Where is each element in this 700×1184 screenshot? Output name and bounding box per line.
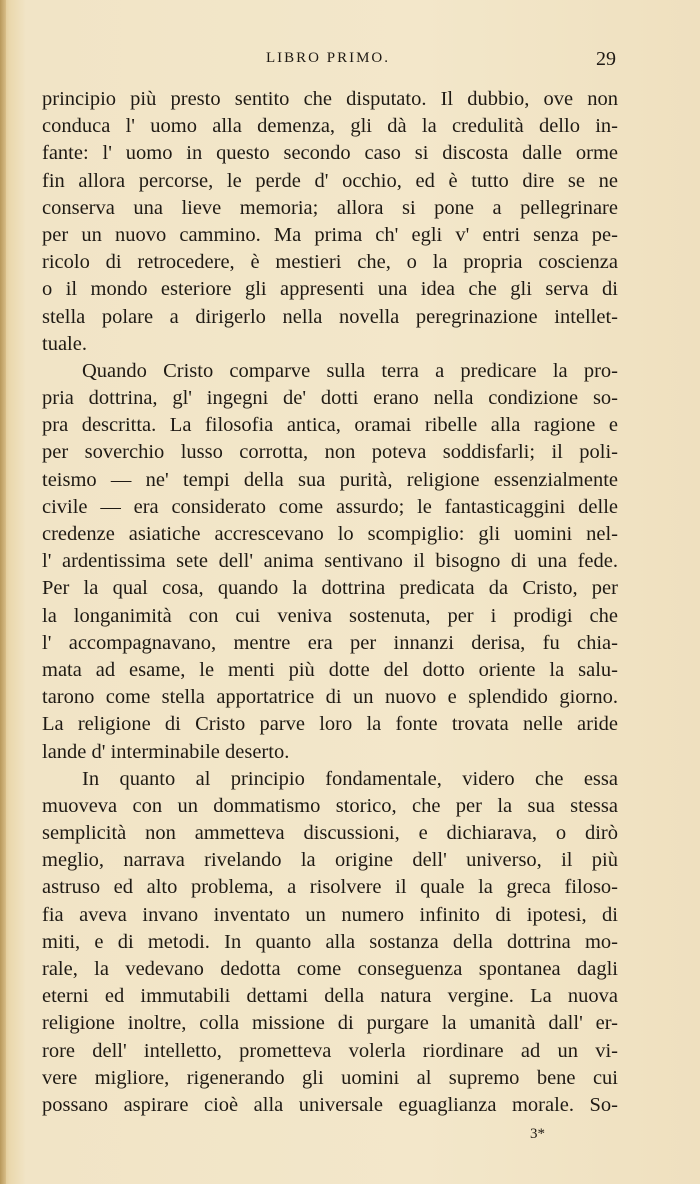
text-line: credenze asiatiche accrescevano lo scompiglio: gli uomini nel- (42, 523, 618, 545)
text-line: per un nuovo cammino. Ma prima ch' egli v' entri senza pe- (42, 223, 618, 246)
text-line: per soverchio lusso corrotta, non poteva soddisfarli; il poli- (42, 441, 618, 464)
text-line: vere migliore, rigenerando gli uomini al supremo bene cui (42, 1066, 618, 1089)
running-head: LIBRO PRIMO. (265, 50, 390, 66)
text-line: fia aveva invano inventato un numero infinito di ipotesi, di (42, 903, 618, 926)
page-number: 29 (596, 48, 616, 70)
text-line: stella polare a dirigerlo nella novella peregrinazione intellet- (42, 305, 618, 328)
text-line: conserva una lieve memoria; allora si pone a pellegrinare (42, 196, 618, 219)
text-line: l' accompagnavano, mentre era per innanzi derisa, fu chia- (42, 631, 618, 654)
text-line: fante: l' uomo in questo secondo caso si discosta dalle orme (42, 142, 618, 165)
text-line: la longanimità con cui veniva sostenuta, per i prodigi che (42, 604, 618, 627)
text-line: l' ardentissima sete dell' anima sentivano il bisogno di una fede. (42, 550, 618, 573)
text-line: lande d' interminabile deserto. (42, 740, 290, 763)
text-line: miti, e di metodi. In quanto alla sostanza della dottrina mo- (42, 930, 618, 953)
text-line: religione inoltre, colla missione di purgare la umanità dall' er- (42, 1012, 618, 1035)
text-line: rore dell' intelletto, prometteva volerla riordinare ad un vi- (42, 1039, 618, 1062)
text-line: pria dottrina, gl' ingegni de' dotti erano nella condizione so- (42, 387, 618, 410)
text-line: civile — era considerato come assurdo; le fantasticaggini delle (42, 495, 618, 518)
body-text (42, 86, 618, 1119)
text-line: eterni ed immutabili dettami della natura vergine. La nuova (42, 985, 618, 1008)
text-line: fin allora percorse, le perde d' occhio, ed è tutto dire se ne (42, 169, 618, 192)
text-line: Per la qual cosa, quando la dottrina predicata da Cristo, per (42, 577, 618, 600)
text-line: astruso ed alto problema, a risolvere il quale la greca filoso- (42, 876, 618, 899)
text-line: semplicità non ammetteva discussioni, e dichiarava, o dirò (42, 822, 618, 845)
text-line: In quanto al principio fondamentale, videro che essa (82, 767, 618, 790)
text-line: tarono come stella apportatrice di un nuovo e splendido giorno. (42, 686, 618, 709)
text-line: o il mondo esteriore gli appresenti una idea che gli serva di (42, 278, 618, 301)
page-spine-shadow (0, 0, 6, 1184)
text-line: pra descritta. La filosofia antica, oramai ribelle alla ragione e (42, 414, 618, 437)
text-line: Quando Cristo comparve sulla terra a predicare la pro- (82, 359, 618, 382)
text-line: tuale. (42, 332, 87, 355)
text-line: rale, la vedevano dedotta come conseguenza spontanea dagli (42, 958, 618, 980)
text-line: principio più presto sentito che disputato. Il dubbio, ove non (42, 88, 618, 110)
text-line: mata ad esame, le menti più dotte del dotto oriente la salu- (42, 658, 618, 681)
text-line: teismo — ne' tempi della sua purità, religione essenzialmente (42, 468, 618, 491)
text-line: conduca l' uomo alla demenza, gli dà la credulità dello in- (42, 115, 618, 138)
text-line: ricolo di retrocedere, è mestieri che, o la propria coscienza (42, 251, 618, 274)
text-line: La religione di Cristo parve loro la fonte trovata nelle aride (42, 713, 618, 736)
text-line: muoveva con un dommatismo storico, che per la sua stessa (42, 794, 618, 817)
text-line: possano aspirare cioè alla universale eguaglianza morale. So- (42, 1093, 618, 1116)
signature-mark: 3* (530, 1126, 545, 1142)
text-line: meglio, narrava rivelando la origine dell' universo, il più (42, 849, 618, 872)
page-header (40, 50, 616, 74)
